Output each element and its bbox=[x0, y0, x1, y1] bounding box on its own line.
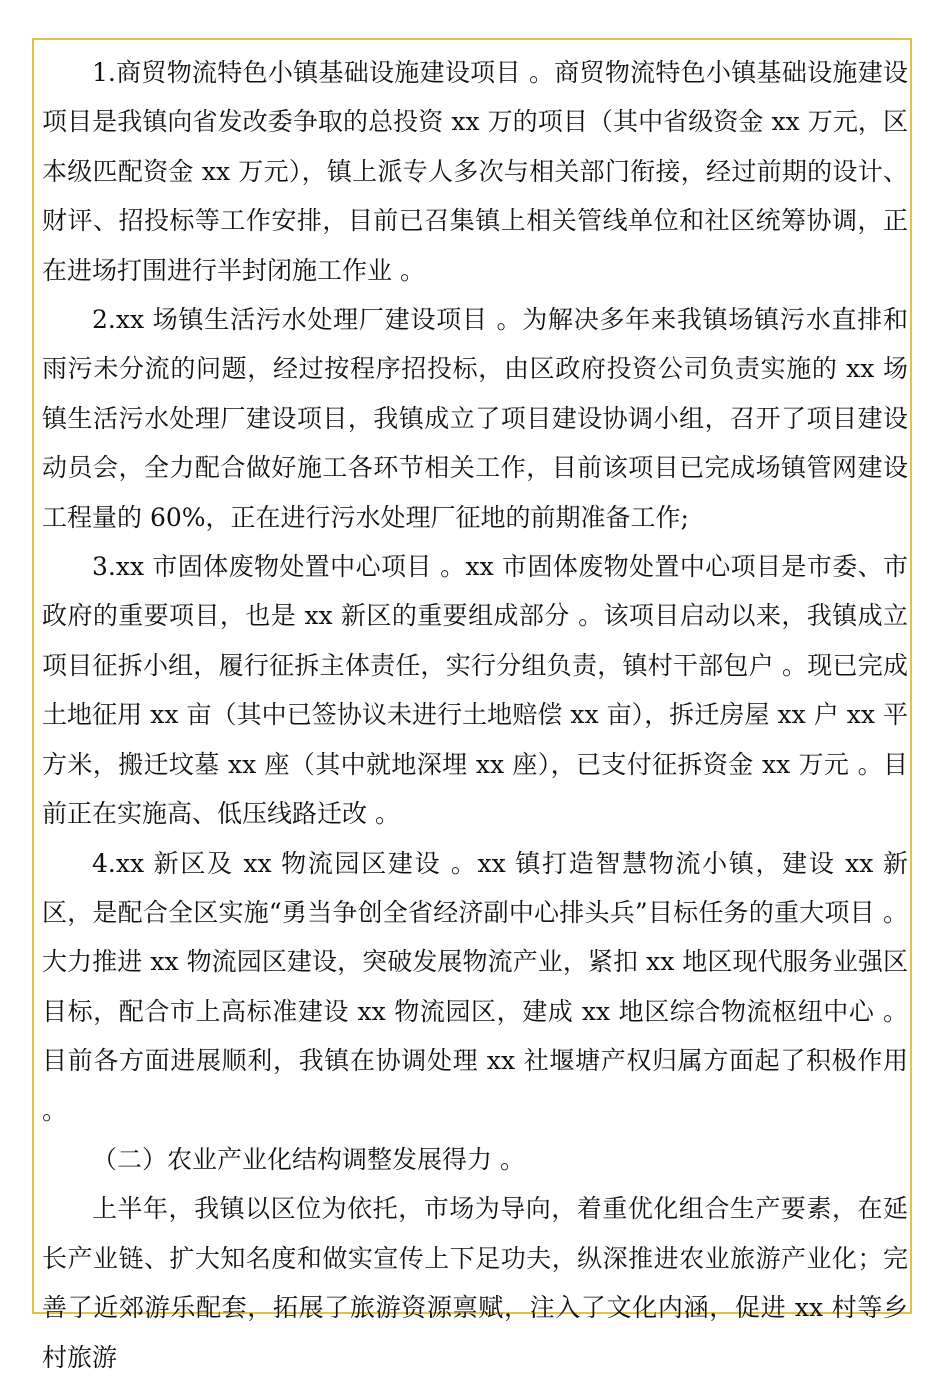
paragraph-agriculture: 上半年，我镇以区位为依托，市场为导向，着重优化组合生产要素，在延长产业链、扩大知名度和做实宣传上下足功夫，纵深推进农业旅游产业化；完善了近郊游乐配套，拓展了旅游资源禀赋，注入了文化内涵，促进 xx 村等乡村旅游 bbox=[42, 1194, 908, 1372]
paragraph-project-1: 1.商贸物流特色小镇基础设施建设项目 。商贸物流特色小镇基础设施建设项目是我镇向省发改委争取的总投资 xx 万的项目（其中省级资金 xx 万元，区本级匹配资金 xx 万元），镇上派专人多次与相关部门衔接，经过前期的设计、财评、招投标等工作安排，目前已召集镇上相关管线单位和社区统筹协调，正在进场打围进行半封闭施工作业 。 bbox=[42, 58, 908, 285]
paragraph-project-4: 4.xx 新区及 xx 物流园区建设 。xx 镇打造智慧物流小镇，建设 xx 新区，是配合全区实施“勇当争创全省经济副中心排头兵”目标任务的重大项目 。大力推进 xx 物流园区建设，突破发展物流产业，紧扣 xx 地区现代服务业强区目标，配合市上高标准建设 xx 物流园区，建成 xx 地区综合物流枢纽中心 。目前各方面进展顺利，我镇在协调处理 xx 社堰塘产权归属方面起了积极作用 。 bbox=[42, 848, 908, 1125]
paragraph-project-3: 3.xx 市固体废物处置中心项目 。xx 市固体废物处置中心项目是市委、市政府的重要项目，也是 xx 新区的重要组成部分 。该项目启动以来，我镇成立项目征拆小组，履行征拆主体责任，实行分组负责，镇村干部包户 。现已完成土地征用 xx 亩（其中已签协议未进行土地赔偿 xx 亩），拆迁房屋 xx 户 xx 平方米，搬迁坟墓 xx 座（其中就地深埋 xx 座），已支付征拆资金 xx 万元 。目前正在实施高、低压线路迁改 。 bbox=[42, 552, 908, 829]
document-body bbox=[42, 48, 908, 1382]
section-heading-agriculture: （二）农业产业化结构调整发展得力 。 bbox=[92, 1144, 525, 1174]
paragraph-project-2: 2.xx 场镇生活污水处理厂建设项目 。为解决多年来我镇场镇污水直排和雨污未分流的问题，经过按程序招投标，由区政府投资公司负责实施的 xx 场镇生活污水处理厂建设项目，我镇成立了项目建设协调小组，召开了项目建设动员会，全力配合做好施工各环节相关工作，目前该项目已完成场镇管网建设工程量的 60%，正在进行污水处理厂征地的前期准备工作; bbox=[42, 305, 908, 532]
